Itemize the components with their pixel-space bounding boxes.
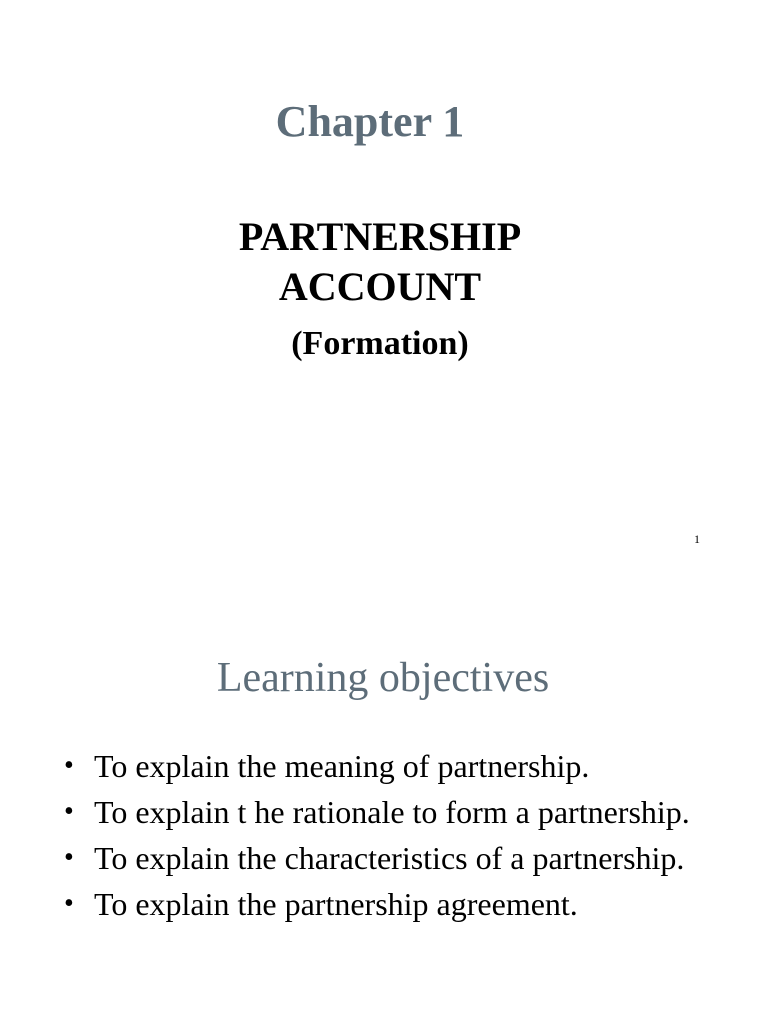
list-item xyxy=(60,838,710,878)
objective-text: To explain the meaning of partnership. xyxy=(94,748,590,784)
bullet-icon: • xyxy=(64,842,74,873)
bullet-icon: • xyxy=(64,750,74,781)
bullet-icon: • xyxy=(64,888,74,919)
objective-text: To explain the partnership agreement. xyxy=(94,886,578,922)
chapter-title: Chapter 1 xyxy=(275,97,465,146)
subheading: (Formation) xyxy=(291,325,469,362)
objectives-title: Learning objectives xyxy=(216,655,550,701)
page-number: 1 xyxy=(694,532,700,546)
objective-text: To explain t he rationale to form a partnership. xyxy=(94,794,690,830)
objectives-list xyxy=(60,746,710,930)
main-heading-line-1: PARTNERSHIP xyxy=(238,214,522,259)
list-item xyxy=(60,884,710,924)
bullet-icon: • xyxy=(64,796,74,827)
main-heading-line-2: ACCOUNT xyxy=(278,264,482,309)
list-item xyxy=(60,746,710,786)
main-heading xyxy=(0,212,760,312)
slide-2 xyxy=(0,576,768,1024)
objective-text: To explain the characteristics of a partnership. xyxy=(94,840,685,876)
list-item xyxy=(60,792,710,832)
